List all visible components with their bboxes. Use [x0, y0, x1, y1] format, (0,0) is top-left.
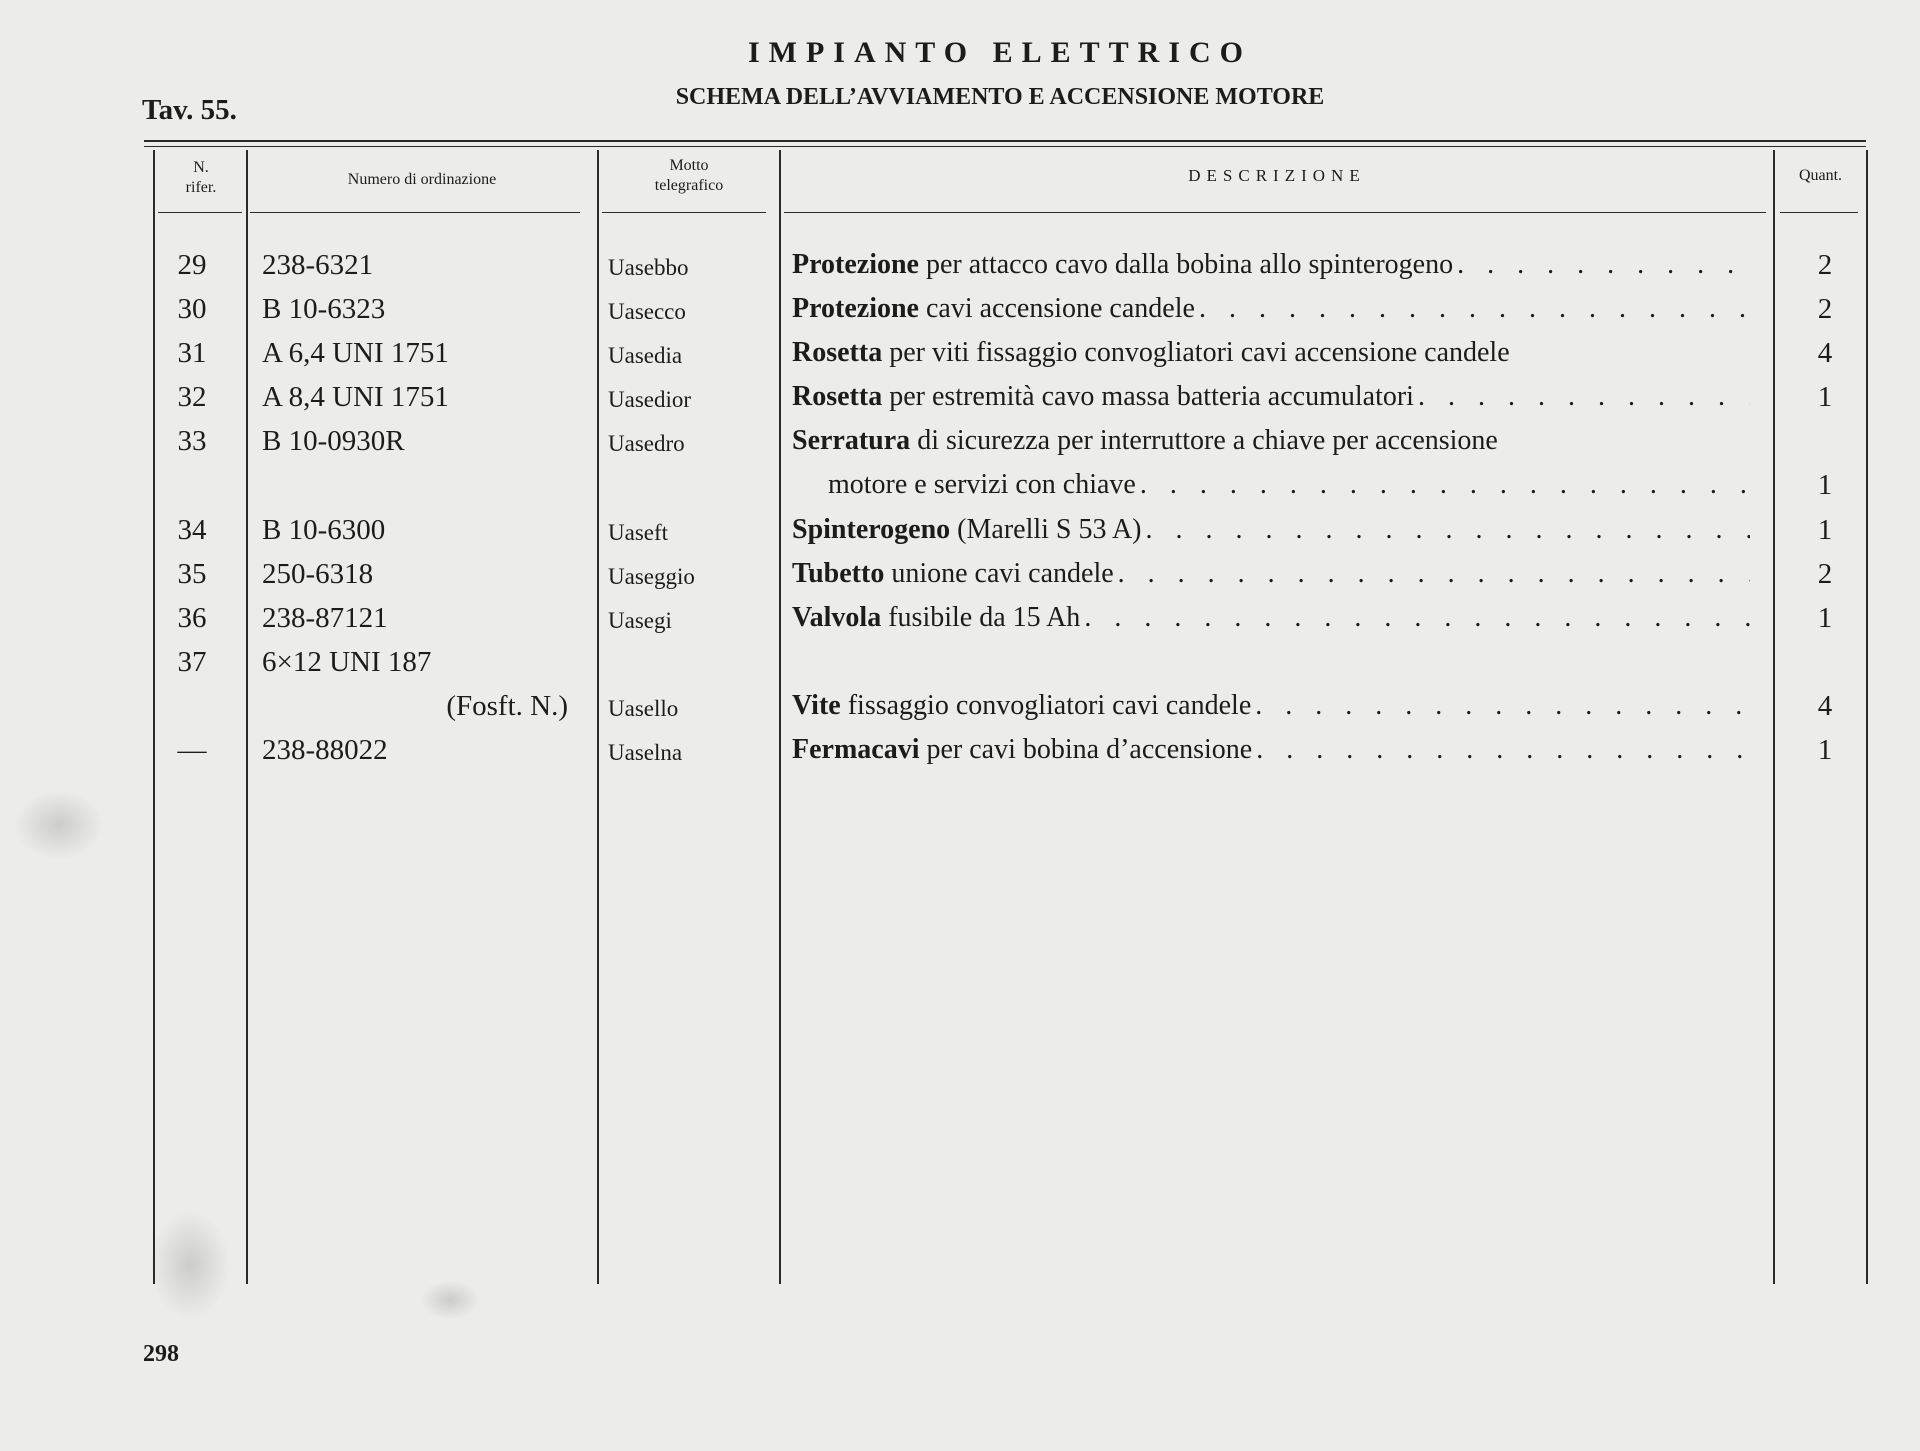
telegraphic-code: Uasedro [608, 431, 685, 456]
telegraphic-code: Uasebbo [608, 255, 689, 280]
dot-leader [1255, 690, 1750, 722]
part-detail: (Marelli S 53 A) [957, 514, 1142, 545]
header-underline [1780, 212, 1858, 213]
description-continuation [828, 469, 1750, 501]
description [792, 293, 1750, 325]
description [792, 558, 1750, 590]
ref-number: — [177, 734, 207, 766]
part-name: Protezione [792, 293, 919, 324]
quantity: 1 [1817, 734, 1833, 766]
table-row [0, 514, 1920, 558]
part-name: Tubetto [792, 558, 885, 589]
part-name: Spinterogeno [792, 514, 951, 545]
ref-number: 31 [177, 337, 207, 369]
telegraphic-code: Uasegi [608, 608, 672, 633]
table-row [0, 734, 1920, 778]
table-row-continuation [0, 469, 1920, 513]
ref-number: 29 [177, 249, 207, 281]
part-detail: per cavi bobina d’accensione [926, 734, 1253, 765]
table-row [0, 425, 1920, 469]
quantity: 4 [1817, 337, 1833, 369]
header-motto-line1: Motto [669, 157, 709, 174]
order-number: 238-88022 [262, 734, 388, 766]
ref-number: 35 [177, 558, 207, 590]
part-name: Rosetta [792, 381, 883, 412]
table-row [0, 381, 1920, 425]
order-number-continuation: (Fosft. N.) [446, 690, 568, 722]
table-row-continuation [0, 690, 1920, 734]
table-row [0, 293, 1920, 337]
page-title: IMPIANTO ELETTRICO [747, 36, 1252, 69]
part-detail: per viti fissaggio convogliatori cavi accensione candele [889, 337, 1510, 368]
dot-leader [1140, 469, 1750, 501]
part-detail: fusibile da 15 Ah [888, 602, 1081, 633]
order-number: 238-87121 [262, 602, 388, 634]
order-number: B 10-6300 [262, 514, 386, 546]
dot-leader [1118, 558, 1750, 590]
dot-leader [1084, 602, 1750, 634]
part-detail: per estremità cavo massa batteria accumulatori [889, 381, 1414, 412]
ref-number: 37 [177, 646, 207, 678]
order-number: 238-6321 [262, 249, 374, 281]
header-motto-line2: telegrafico [654, 177, 724, 194]
telegraphic-code: Uasecco [608, 299, 686, 324]
dot-leader [1199, 293, 1750, 325]
header-ref-line2: rifer. [185, 179, 217, 196]
part-detail: per attacco cavo dalla bobina allo spinterogeno [925, 249, 1454, 280]
description [792, 602, 1750, 634]
paper-smudge [420, 1280, 480, 1320]
telegraphic-code: Uasedior [608, 387, 692, 412]
header-ref-line1: N. [193, 159, 209, 176]
description [792, 514, 1750, 546]
description [792, 734, 1750, 766]
header-quantity: Quant. [1798, 167, 1843, 184]
quantity: 2 [1817, 293, 1833, 325]
quantity: 2 [1817, 249, 1833, 281]
order-number: A 6,4 UNI 1751 [262, 337, 449, 369]
page-number: 298 [143, 1341, 179, 1367]
part-name: Vite [792, 690, 841, 721]
ref-number: 36 [177, 602, 207, 634]
part-name: Fermacavi [792, 734, 920, 765]
dot-leader [1457, 249, 1750, 281]
ref-number: 33 [177, 425, 207, 457]
part-detail: fissaggio convogliatori cavi candele [847, 690, 1252, 721]
dot-leader [1256, 734, 1750, 766]
quantity: 2 [1817, 558, 1833, 590]
telegraphic-code: Uaselna [608, 740, 683, 765]
table-label: Tav. 55. [142, 94, 237, 126]
part-detail: unione cavi candele [891, 558, 1114, 589]
ref-number: 30 [177, 293, 207, 325]
part-name: Protezione [792, 249, 919, 280]
part-detail-continuation: motore e servizi con chiave [828, 469, 1136, 500]
order-number: 6×12 UNI 187 [262, 646, 432, 678]
header-underline [250, 212, 580, 213]
table-row [0, 646, 1920, 690]
quantity: 1 [1817, 602, 1833, 634]
part-name: Rosetta [792, 337, 883, 368]
quantity: 1 [1817, 469, 1833, 501]
header-motto [599, 156, 779, 196]
order-number: B 10-6323 [262, 293, 386, 325]
part-name: Valvola [792, 602, 882, 633]
header-description: DESCRIZIONE [1188, 166, 1366, 185]
description [792, 249, 1750, 281]
table-row [0, 558, 1920, 602]
top-rule-secondary [144, 146, 1866, 147]
part-name: Serratura [792, 425, 911, 456]
header-underline [602, 212, 766, 213]
dot-leader [1145, 514, 1750, 546]
description [792, 425, 1750, 457]
quantity: 1 [1817, 514, 1833, 546]
header-ref [156, 158, 246, 198]
description [792, 337, 1750, 369]
order-number: B 10-0930R [262, 425, 405, 457]
header-underline [784, 212, 1766, 213]
description [792, 690, 1750, 722]
top-rule [144, 140, 1866, 142]
header-order-number: Numero di ordinazione [347, 171, 497, 188]
order-number: 250-6318 [262, 558, 374, 590]
ref-number: 34 [177, 514, 207, 546]
dot-leader [1418, 381, 1750, 413]
page-subtitle: SCHEMA DELL’AVVIAMENTO E ACCENSIONE MOTORE [675, 84, 1325, 110]
telegraphic-code: Uaseft [608, 520, 669, 545]
paper-smudge [14, 790, 104, 860]
telegraphic-code: Uasello [608, 696, 679, 721]
order-number: A 8,4 UNI 1751 [262, 381, 449, 413]
table-row [0, 602, 1920, 646]
table-row [0, 249, 1920, 293]
ref-number: 32 [177, 381, 207, 413]
paper-smudge [150, 1210, 230, 1320]
telegraphic-code: Uaseggio [608, 564, 695, 589]
description [792, 381, 1750, 413]
part-detail: cavi accensione candele [925, 293, 1195, 324]
part-detail: di sicurezza per interruttore a chiave per accensione [917, 425, 1498, 456]
header-underline [158, 212, 242, 213]
table-row [0, 337, 1920, 381]
telegraphic-code: Uasedia [608, 343, 683, 368]
quantity: 1 [1817, 381, 1833, 413]
quantity: 4 [1817, 690, 1833, 722]
